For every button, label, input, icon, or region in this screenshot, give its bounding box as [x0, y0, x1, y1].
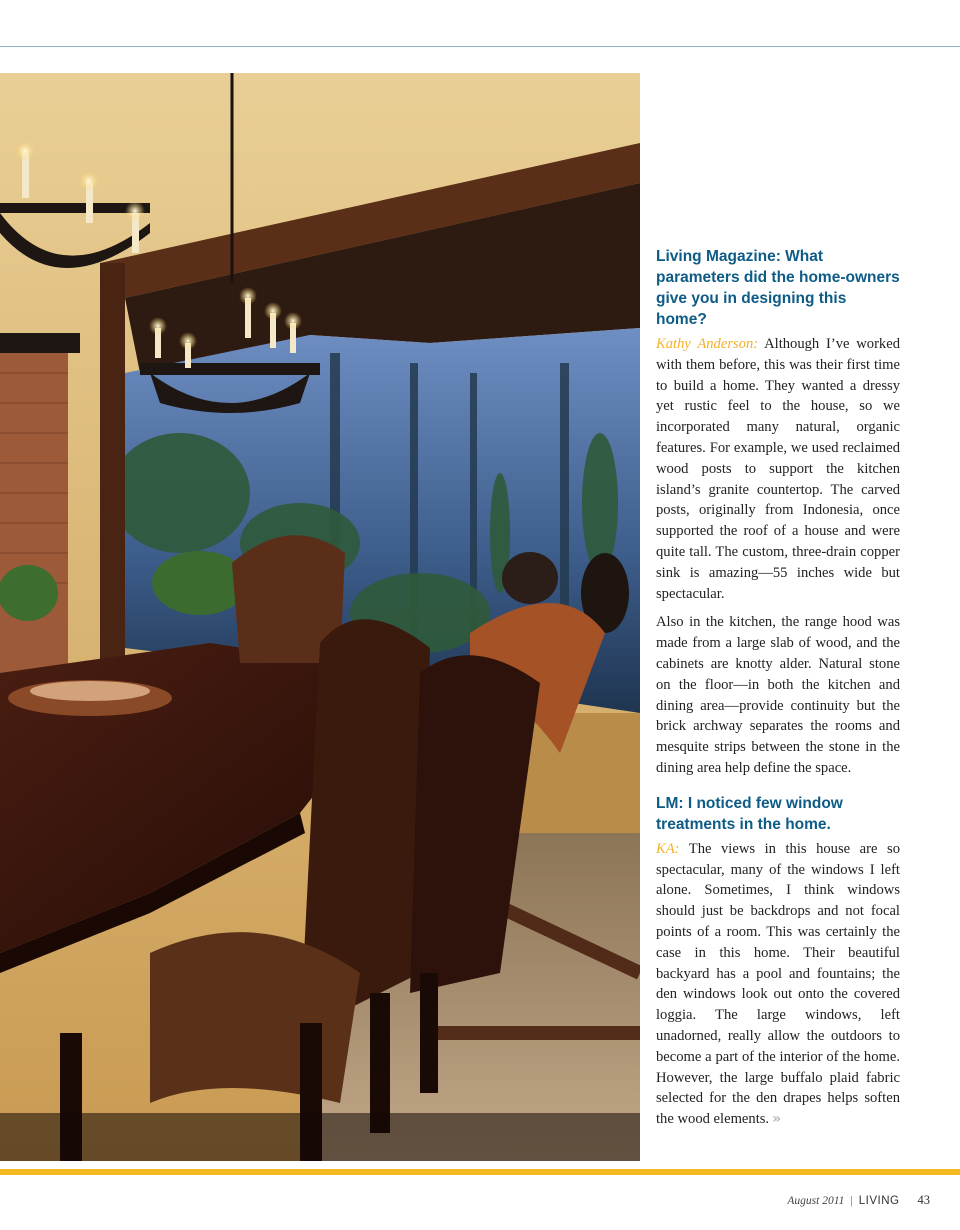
- top-rule: [0, 46, 960, 47]
- question-heading-2: LM: I noticed few window treatments in the home.: [656, 794, 843, 833]
- answer-paragraph-1: [656, 334, 900, 604]
- speaker-label: Kathy Anderson:: [656, 336, 759, 352]
- answer-paragraph-2: Also in the kitchen, the range hood was made from a large slab of wood, and the cabinets are knotty alder. Natural stone on the floor—in both the kitchen and dining area—provide continuity but the brick archway separates the rooms and mesquite strips between the stone in the dining area help define the space.: [656, 614, 900, 776]
- answer-paragraph-3: [656, 839, 900, 1130]
- answer-text: The views in this house are so spectacular, many of the windows I left alone. Sometimes, I think windows should just be backdrops and not focal points of a room. This was certainly the case in this home. Their beautiful backyard has a pool and fountains; the den windows look out onto the covered loggia. The large windows, left unadorned, really allow the outdoors to become a part of the interior of the home. However, the large buffalo plaid fabric selected for the den drapes helps soften the wood elements.: [656, 840, 900, 1128]
- answer-text: Although I’ve worked with them before, this was their first time to build a home. They wanted a dressy yet rustic feel to the house, so we incorporated many natural, organic features. For example, we used reclaimed wood posts to support the kitchen island’s granite countertop. The carved posts, originally from Indonesia, once supported the roof of a house and were quite tall. The custom, three-drain copper sink is amazing—55 inches wide but spectacular.: [656, 336, 900, 602]
- publication-name: LIVING: [858, 1195, 900, 1207]
- question-heading-1: Living Magazine: What parameters did the home-owners give you in designing this home?: [656, 248, 900, 328]
- page-number: 43: [917, 1193, 930, 1207]
- footer-accent-bar: [0, 1169, 960, 1175]
- continue-arrow-icon: »: [772, 1111, 779, 1128]
- interview-article: [656, 246, 900, 1138]
- footer-separator: |: [850, 1193, 853, 1207]
- issue-date: August 2011: [787, 1195, 845, 1207]
- speaker-label: KA:: [656, 840, 680, 857]
- page-footer: [787, 1193, 930, 1208]
- dining-room-photo: [0, 73, 640, 1161]
